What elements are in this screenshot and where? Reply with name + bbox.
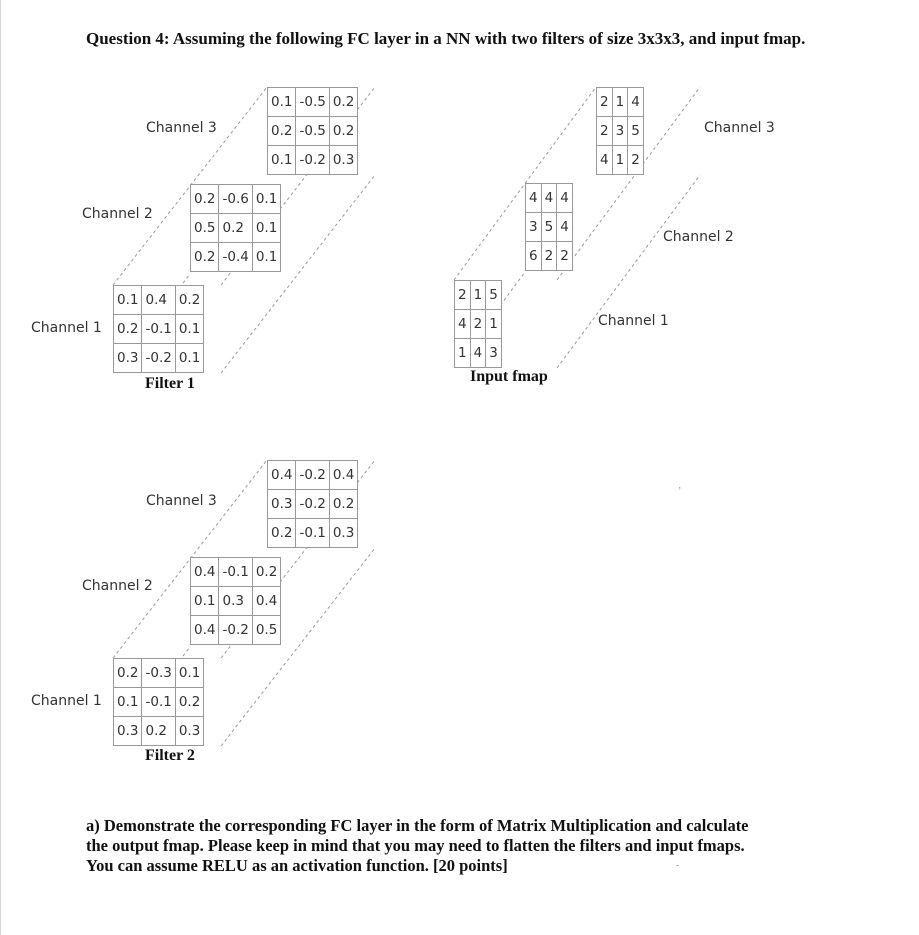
cell: 2 — [597, 117, 613, 146]
cell: 3 — [612, 117, 628, 146]
cell: -0.5 — [296, 117, 329, 146]
cell: 0.2 — [329, 117, 357, 146]
cell: 1 — [612, 88, 628, 117]
table-row — [191, 185, 281, 214]
cell: 5 — [486, 281, 502, 310]
table-row — [268, 146, 358, 175]
cell: -0.2 — [219, 616, 252, 645]
input-channel3-grid — [596, 87, 644, 175]
cell: 0.2 — [191, 243, 219, 272]
filter1-caption: Filter 1 — [145, 375, 195, 392]
cell: 4 — [526, 184, 542, 213]
cell: 0.2 — [268, 519, 296, 548]
cell: -0.1 — [142, 315, 175, 344]
table-row — [114, 344, 204, 373]
question-title: Question 4: Assuming the following FC layer in a NN with two filters of size 3x3x3, and input fmap. — [86, 29, 806, 48]
table-row — [526, 242, 573, 271]
table-row — [455, 281, 502, 310]
table-row — [597, 146, 644, 175]
cell: 5 — [541, 213, 557, 242]
cell: 0.3 — [114, 344, 142, 373]
cell: 0.1 — [175, 315, 203, 344]
cell: 4 — [628, 88, 644, 117]
cell: 0.1 — [114, 286, 142, 315]
cell: 4 — [470, 339, 486, 368]
cell: -0.5 — [296, 88, 329, 117]
input-channel3-label: Channel 3 — [704, 120, 775, 136]
table-row — [455, 310, 502, 339]
table-row — [268, 88, 358, 117]
cell: -0.1 — [296, 519, 329, 548]
cell: 0.3 — [329, 146, 357, 175]
cell: 0.2 — [329, 490, 357, 519]
cell: 0.2 — [252, 558, 280, 587]
cell: 0.2 — [175, 688, 203, 717]
input-channel2-grid — [525, 183, 573, 271]
table-row — [191, 214, 281, 243]
table-row — [191, 243, 281, 272]
cell: -0.2 — [296, 146, 329, 175]
cell: 3 — [526, 213, 542, 242]
cell: 0.1 — [252, 214, 280, 243]
cell: 0.2 — [114, 659, 142, 688]
cell: 0.2 — [114, 315, 142, 344]
table-row — [191, 558, 281, 587]
input-channel2-label: Channel 2 — [663, 229, 734, 245]
cell: -0.2 — [296, 490, 329, 519]
cell: 4 — [597, 146, 613, 175]
cell: -0.2 — [296, 461, 329, 490]
table-row — [191, 587, 281, 616]
table-row — [597, 88, 644, 117]
input-fmap-caption: Input fmap — [470, 368, 548, 385]
cell: 0.5 — [252, 616, 280, 645]
cell: 4 — [455, 310, 471, 339]
table-row — [526, 213, 573, 242]
cell: 1 — [486, 310, 502, 339]
cell: -0.6 — [219, 185, 252, 214]
cell: 0.1 — [268, 146, 296, 175]
cell: 2 — [541, 242, 557, 271]
input-channel1-label: Channel 1 — [598, 313, 669, 329]
cell: 0.4 — [329, 461, 357, 490]
cell: -0.3 — [142, 659, 175, 688]
cell: 0.4 — [252, 587, 280, 616]
table-row — [268, 117, 358, 146]
cell: 0.3 — [268, 490, 296, 519]
cell: 0.1 — [191, 587, 219, 616]
table-row — [268, 461, 358, 490]
cell: 1 — [612, 146, 628, 175]
stray-mark: - — [676, 860, 680, 871]
cell: 0.1 — [252, 243, 280, 272]
filter1-channel1-grid — [113, 285, 204, 373]
cell: 5 — [628, 117, 644, 146]
filter2-channel1-label: Channel 1 — [31, 693, 102, 709]
filter2-channel2-grid — [190, 557, 281, 645]
cell: 0.2 — [219, 214, 252, 243]
cell: 0.2 — [191, 185, 219, 214]
part-a-line: You can assume RELU as an activation function. [20 points] — [86, 856, 508, 875]
table-row — [597, 117, 644, 146]
cell: 0.1 — [114, 688, 142, 717]
filter1-channel3-label: Channel 3 — [146, 120, 217, 136]
cell: 2 — [455, 281, 471, 310]
cell: 4 — [557, 213, 573, 242]
input-channel1-grid — [454, 280, 502, 368]
cell: 2 — [557, 242, 573, 271]
cell: 0.3 — [329, 519, 357, 548]
table-row — [114, 286, 204, 315]
cell: -0.2 — [142, 344, 175, 373]
cell: 6 — [526, 242, 542, 271]
cell: -0.4 — [219, 243, 252, 272]
cell: 0.4 — [191, 558, 219, 587]
filter2-channel3-grid — [267, 460, 358, 548]
cell: 0.1 — [252, 185, 280, 214]
cell: 2 — [628, 146, 644, 175]
cell: 4 — [541, 184, 557, 213]
cell: 0.1 — [175, 344, 203, 373]
table-row — [526, 184, 573, 213]
table-row — [114, 315, 204, 344]
cell: 0.5 — [191, 214, 219, 243]
cell: 1 — [470, 281, 486, 310]
cell: 0.4 — [142, 286, 175, 315]
stray-mark: ’ — [678, 486, 682, 497]
cell: 0.4 — [268, 461, 296, 490]
cell: 0.3 — [114, 717, 142, 746]
cell: 2 — [597, 88, 613, 117]
part-a-line: the output fmap. Please keep in mind that you may need to flatten the filters and input fmaps. — [86, 836, 745, 855]
cell: -0.1 — [219, 558, 252, 587]
filter2-channel3-label: Channel 3 — [146, 493, 217, 509]
filter1-channel2-grid — [190, 184, 281, 272]
table-row — [455, 339, 502, 368]
cell: 0.4 — [191, 616, 219, 645]
table-row — [268, 519, 358, 548]
cell: 0.2 — [329, 88, 357, 117]
filter1-channel2-label: Channel 2 — [82, 206, 153, 222]
part-a-question — [86, 816, 826, 876]
table-row — [268, 490, 358, 519]
cell: 0.3 — [175, 717, 203, 746]
cell: 1 — [455, 339, 471, 368]
part-a-line: a) Demonstrate the corresponding FC layer in the form of Matrix Multiplication and calculate — [86, 816, 749, 835]
filter1-channel3-grid — [267, 87, 358, 175]
table-row — [191, 616, 281, 645]
cell: 0.3 — [219, 587, 252, 616]
cell: 0.2 — [142, 717, 175, 746]
cell: 0.1 — [175, 659, 203, 688]
table-row — [114, 717, 204, 746]
cell: 4 — [557, 184, 573, 213]
filter1-channel1-label: Channel 1 — [31, 320, 102, 336]
cell: 3 — [486, 339, 502, 368]
filter2-channel1-grid — [113, 658, 204, 746]
cell: 2 — [470, 310, 486, 339]
table-row — [114, 659, 204, 688]
cell: 0.2 — [175, 286, 203, 315]
cell: -0.1 — [142, 688, 175, 717]
cell: 0.1 — [268, 88, 296, 117]
table-row — [114, 688, 204, 717]
filter2-channel2-label: Channel 2 — [82, 578, 153, 594]
cell: 0.2 — [268, 117, 296, 146]
filter2-caption: Filter 2 — [145, 747, 195, 764]
